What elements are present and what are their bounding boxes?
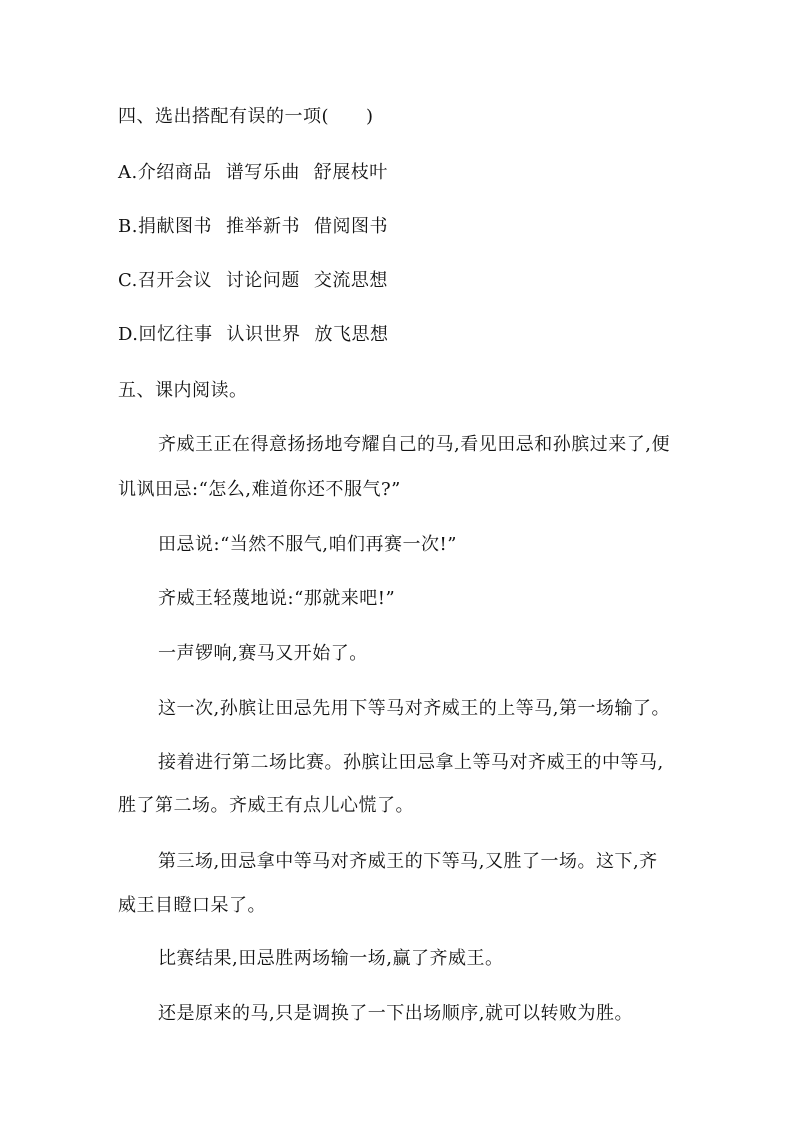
option-item: 捐献图书 — [137, 216, 212, 237]
paragraph-line: 比赛结果,田忌胜两场输一场,赢了齐威王。 — [158, 948, 504, 969]
option-item: 讨论问题 — [225, 270, 300, 291]
option-item: 放飞思想 — [314, 324, 389, 345]
option-label: A. — [118, 162, 138, 183]
option-item: 舒展枝叶 — [313, 162, 388, 183]
option-a — [118, 162, 388, 184]
paragraph-line: 讥讽田忌:“怎么,难道你还不服气?” — [118, 479, 401, 500]
paragraph-line: 还是原来的马,只是调换了一下出场顺序,就可以转败为胜。 — [158, 1003, 633, 1024]
paragraph-line: 接着进行第二场比赛。孙膑让田忌拿上等马对齐威王的中等马, — [158, 752, 664, 773]
option-item: 借阅图书 — [313, 216, 388, 237]
section4-title: 四、选出搭配有误的一项( ) — [118, 106, 374, 127]
option-label: C. — [118, 270, 138, 291]
option-item: 介绍商品 — [137, 162, 212, 183]
paragraph-line: 威王目瞪口呆了。 — [118, 895, 266, 916]
paragraph-line: 齐威王轻蔑地说:“那就来吧!” — [158, 588, 396, 609]
option-c — [118, 270, 388, 292]
section5-title: 五、课内阅读。 — [118, 380, 248, 401]
paragraph-line: 齐威王正在得意扬扬地夸耀自己的马,看见田忌和孙膑过来了,便 — [158, 434, 670, 455]
option-d — [118, 324, 389, 346]
paragraph-line: 田忌说:“当然不服气,咱们再赛一次!” — [158, 534, 457, 555]
option-item: 召开会议 — [137, 270, 212, 291]
option-label: D. — [118, 324, 139, 345]
option-item: 推举新书 — [225, 216, 300, 237]
paragraph-line: 一声锣响,赛马又开始了。 — [158, 643, 368, 664]
option-item: 谱写乐曲 — [225, 162, 300, 183]
option-item: 回忆往事 — [138, 324, 213, 345]
paragraph-line: 胜了第二场。齐威王有点儿心慌了。 — [118, 795, 414, 816]
paragraph-line: 第三场,田忌拿中等马对齐威王的下等马,又胜了一场。这下,齐 — [158, 851, 658, 872]
option-label: B. — [118, 216, 138, 237]
paragraph-line: 这一次,孙膑让田忌先用下等马对齐威王的上等马,第一场输了。 — [158, 698, 670, 719]
option-item: 认识世界 — [226, 324, 301, 345]
option-b — [118, 216, 388, 238]
option-item: 交流思想 — [313, 270, 388, 291]
